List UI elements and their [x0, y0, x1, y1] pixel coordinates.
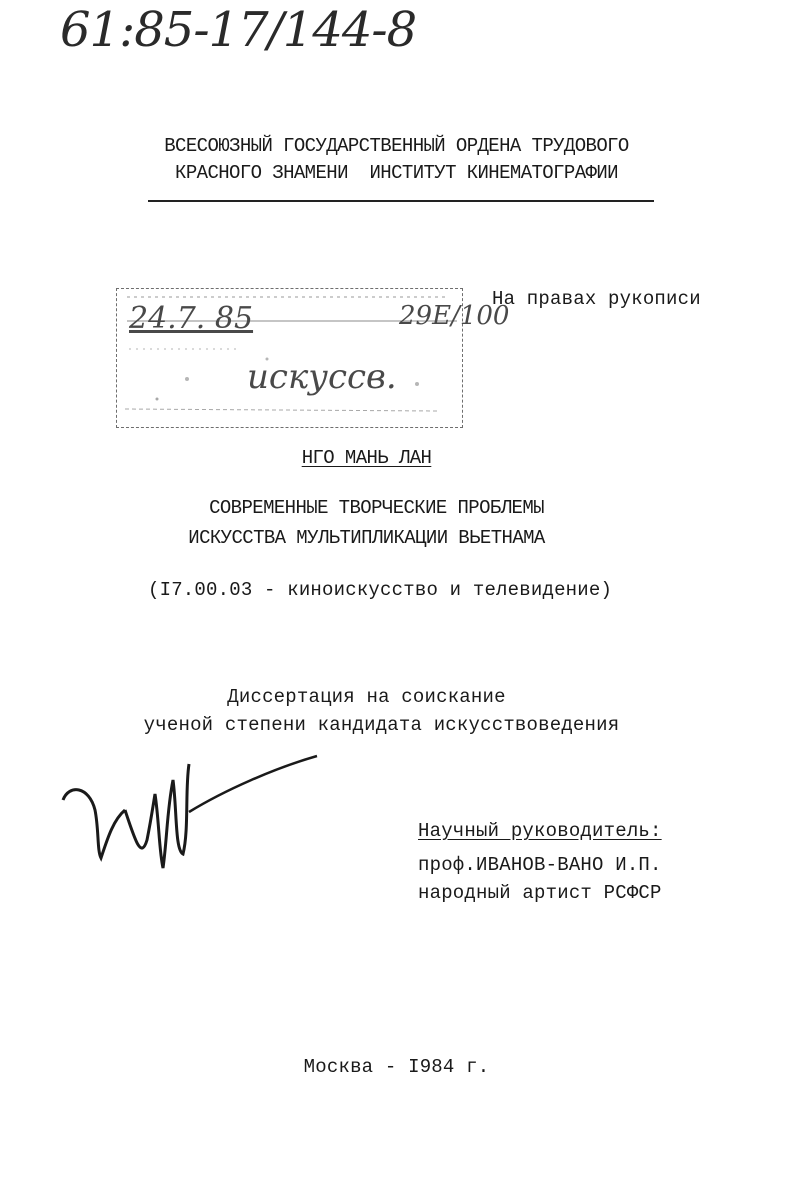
archive-number: 61:85-17/144-8: [60, 2, 417, 58]
title-line-2: ИСКУССТВА МУЛЬТИПЛИКАЦИИ ВЬЕТНАМА: [188, 527, 545, 549]
institute-line-1: ВСЕСОЮЗНЫЙ ГОСУДАРСТВЕННЫЙ ОРДЕНА ТРУДОВОГО: [164, 135, 629, 157]
title-line-1: СОВРЕМЕННЫЕ ТВОРЧЕСКИЕ ПРОБЛЕМЫ: [209, 497, 544, 519]
author-name: НГО МАНЬ ЛАН: [301, 447, 432, 469]
author-signature: [55, 750, 325, 880]
institute-line-2: КРАСНОГО ЗНАМЕНИ ИНСТИТУТ КИНЕМАТОГРАФИИ: [175, 162, 618, 184]
city-year: Москва - I984 г.: [303, 1056, 490, 1078]
degree-line-2: ученой степени кандидата искусствоведения: [143, 714, 620, 736]
specialty-code: (I7.00.03 - киноискусство и телевидение): [148, 579, 613, 601]
stamp-number: 29Е/100: [399, 301, 510, 331]
supervisor-heading: Научный руководитель:: [418, 820, 662, 842]
header-rule: [148, 200, 654, 202]
supervisor-title: народный артист РСФСР: [418, 882, 662, 904]
stamp-word: искуссв.: [247, 357, 397, 397]
library-stamp: [116, 288, 510, 428]
supervisor-name: проф.ИВАНОВ-ВАНО И.П.: [418, 854, 662, 876]
stamp-date: 24.7. 85: [129, 301, 254, 336]
rights-note: На правах рукописи: [492, 288, 701, 310]
degree-line-1: Диссертация на соискание: [227, 686, 506, 708]
